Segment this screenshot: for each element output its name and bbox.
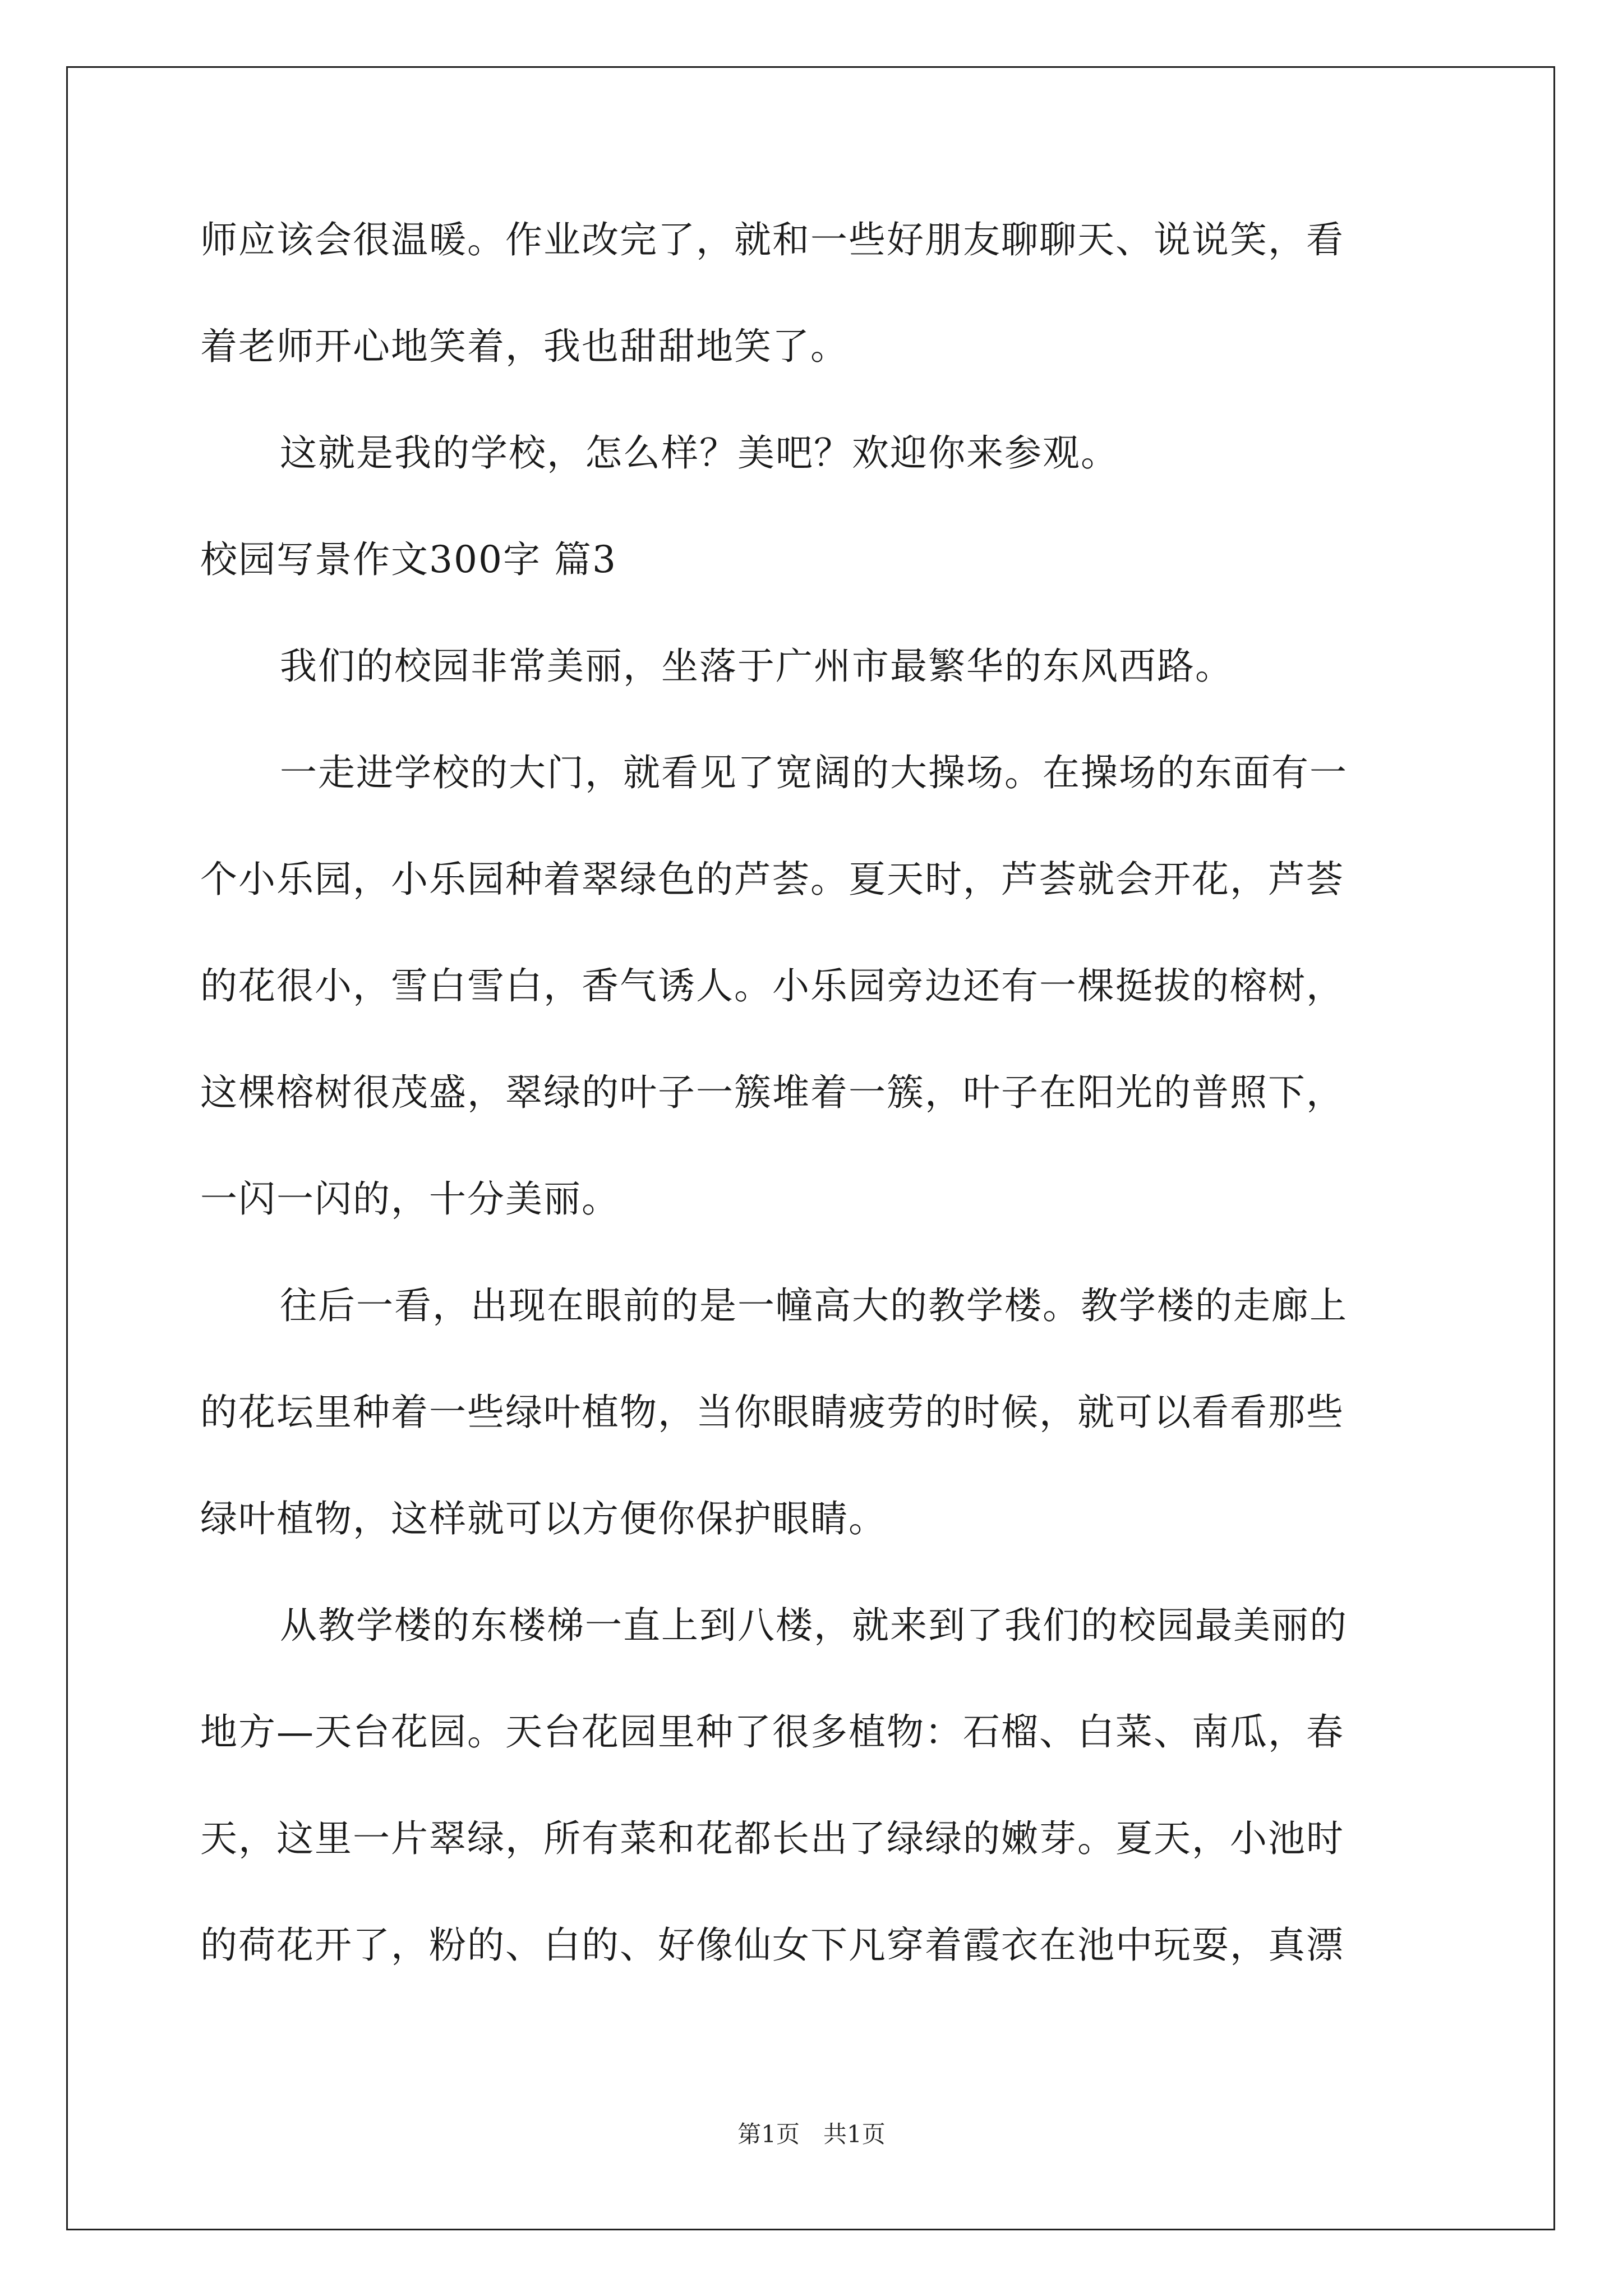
- text-line: 这就是我的学校，怎么样？美吧？欢迎你来参观。: [280, 431, 1119, 475]
- text-line: 一走进学校的大门，就看见了宽阔的大操场。在操场的东面有一: [280, 751, 1348, 794]
- text-line: 天，这里一片翠绿，所有菜和花都长出了绿绿的嫩芽。夏天，小池时: [200, 1817, 1344, 1860]
- text-line: 的荷花开了，粉的、白的、好像仙女下凡穿着霞衣在池中玩耍，真漂: [200, 1924, 1344, 1967]
- text-line: 一闪一闪的，十分美丽。: [200, 1177, 620, 1221]
- text-line: 我们的校园非常美丽，坐落于广州市最繁华的东风西路。: [280, 645, 1233, 688]
- text-line: 着老师开心地笑着，我也甜甜地笑了。: [200, 325, 849, 368]
- text-line: 的花很小，雪白雪白，香气诱人。小乐园旁边还有一棵挺拔的榕树，: [200, 964, 1344, 1007]
- text-line: 这棵榕树很茂盛，翠绿的叶子一簇堆着一簇，叶子在阳光的普照下，: [200, 1071, 1344, 1114]
- page-number-footer: 第1页 共1页: [737, 2120, 886, 2148]
- text-line: 往后一看，出现在眼前的是一幢高大的教学楼。教学楼的走廊上: [280, 1284, 1348, 1327]
- section-heading: 校园写景作文300字 篇3: [200, 538, 617, 581]
- text-line: 地方—天台花园。天台花园里种了很多植物：石榴、白菜、南瓜，春: [200, 1710, 1344, 1754]
- page-frame: [66, 66, 1555, 2230]
- text-line: 绿叶植物，这样就可以方便你保护眼睛。: [200, 1497, 887, 1540]
- text-line: 个小乐园，小乐园种着翠绿色的芦荟。夏天时，芦荟就会开花，芦荟: [200, 858, 1344, 901]
- text-line: 师应该会很温暖。作业改完了，就和一些好朋友聊聊天、说说笑，看: [200, 218, 1344, 261]
- text-line: 的花坛里种着一些绿叶植物，当你眼睛疲劳的时候，就可以看看那些: [200, 1391, 1344, 1434]
- text-line: 从教学楼的东楼梯一直上到八楼，就来到了我们的校园最美丽的: [280, 1604, 1348, 1647]
